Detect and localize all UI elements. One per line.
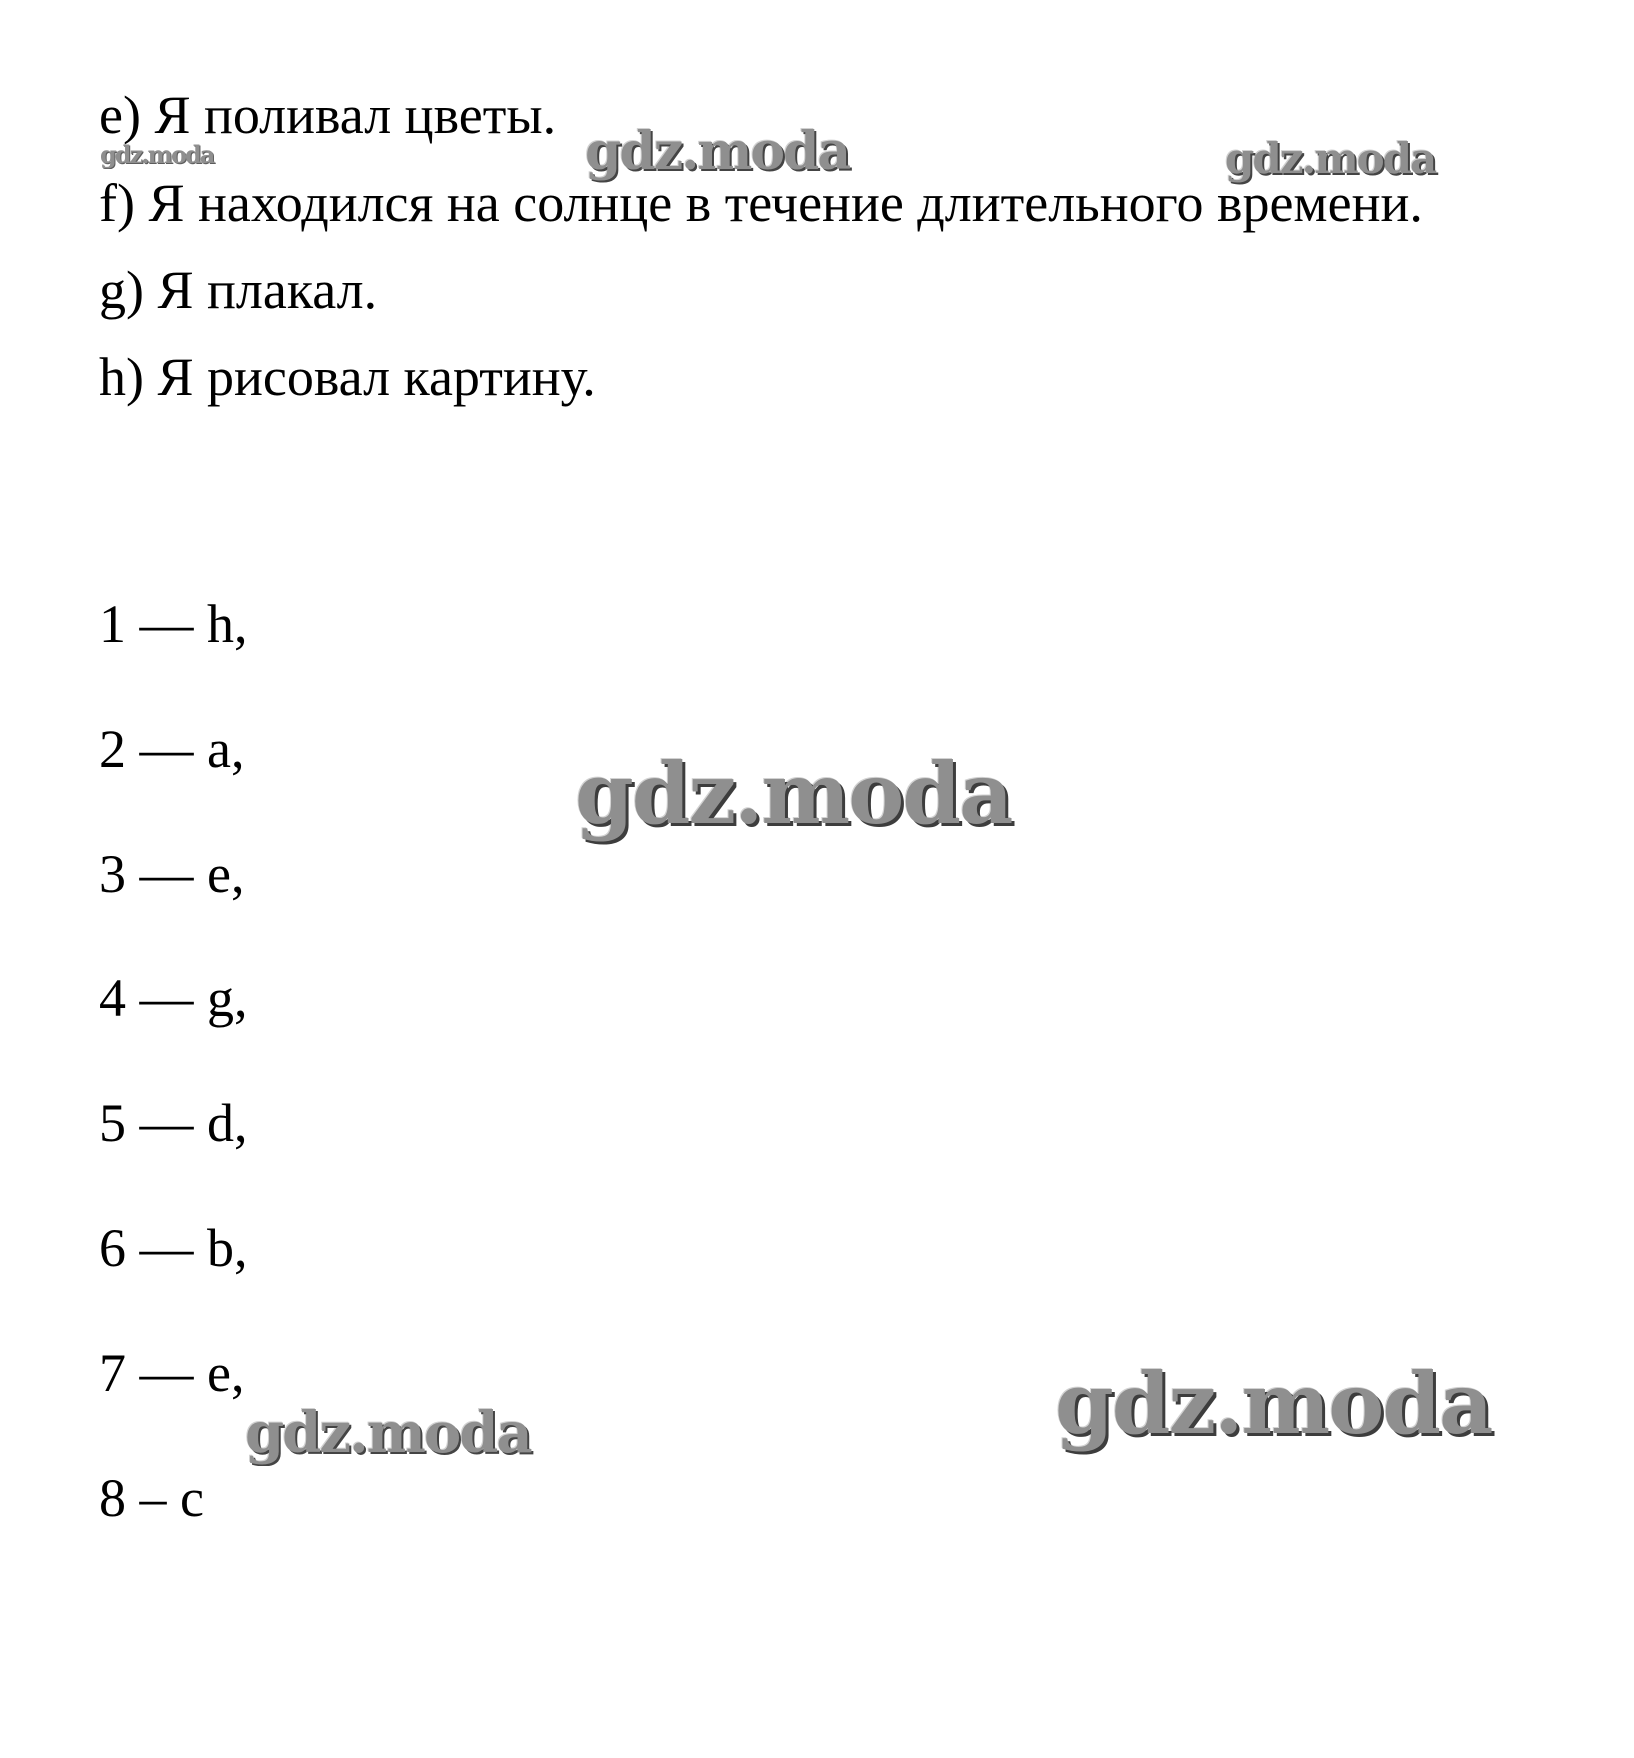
answer-6: 6 — b, xyxy=(99,1218,248,1278)
watermark-logo: gdz.moda xyxy=(245,1400,531,1466)
watermark-logo: gdz.moda xyxy=(100,140,214,169)
watermark-logo: gdz.moda xyxy=(585,121,850,182)
answer-2: 2 — a, xyxy=(99,719,245,779)
sentence-e: e) Я поливал цветы. xyxy=(99,85,557,145)
sentence-h: h) Я рисовал картину. xyxy=(99,347,596,407)
answer-8: 8 – c xyxy=(99,1468,204,1528)
sentence-f: f) Я находился на солнце в течение длительного времени. xyxy=(99,173,1423,233)
answer-4: 4 — g, xyxy=(99,968,248,1028)
answer-5: 5 — d, xyxy=(99,1093,248,1153)
watermark-logo: gdz.moda xyxy=(575,744,1012,843)
answer-3: 3 — e, xyxy=(99,844,245,904)
answer-7: 7 — e, xyxy=(99,1343,245,1403)
watermark-logo: gdz.moda xyxy=(1225,134,1436,183)
watermark-logo: gdz.moda xyxy=(1055,1354,1492,1453)
sentence-g: g) Я плакал. xyxy=(99,260,378,320)
answer-1: 1 — h, xyxy=(99,594,248,654)
